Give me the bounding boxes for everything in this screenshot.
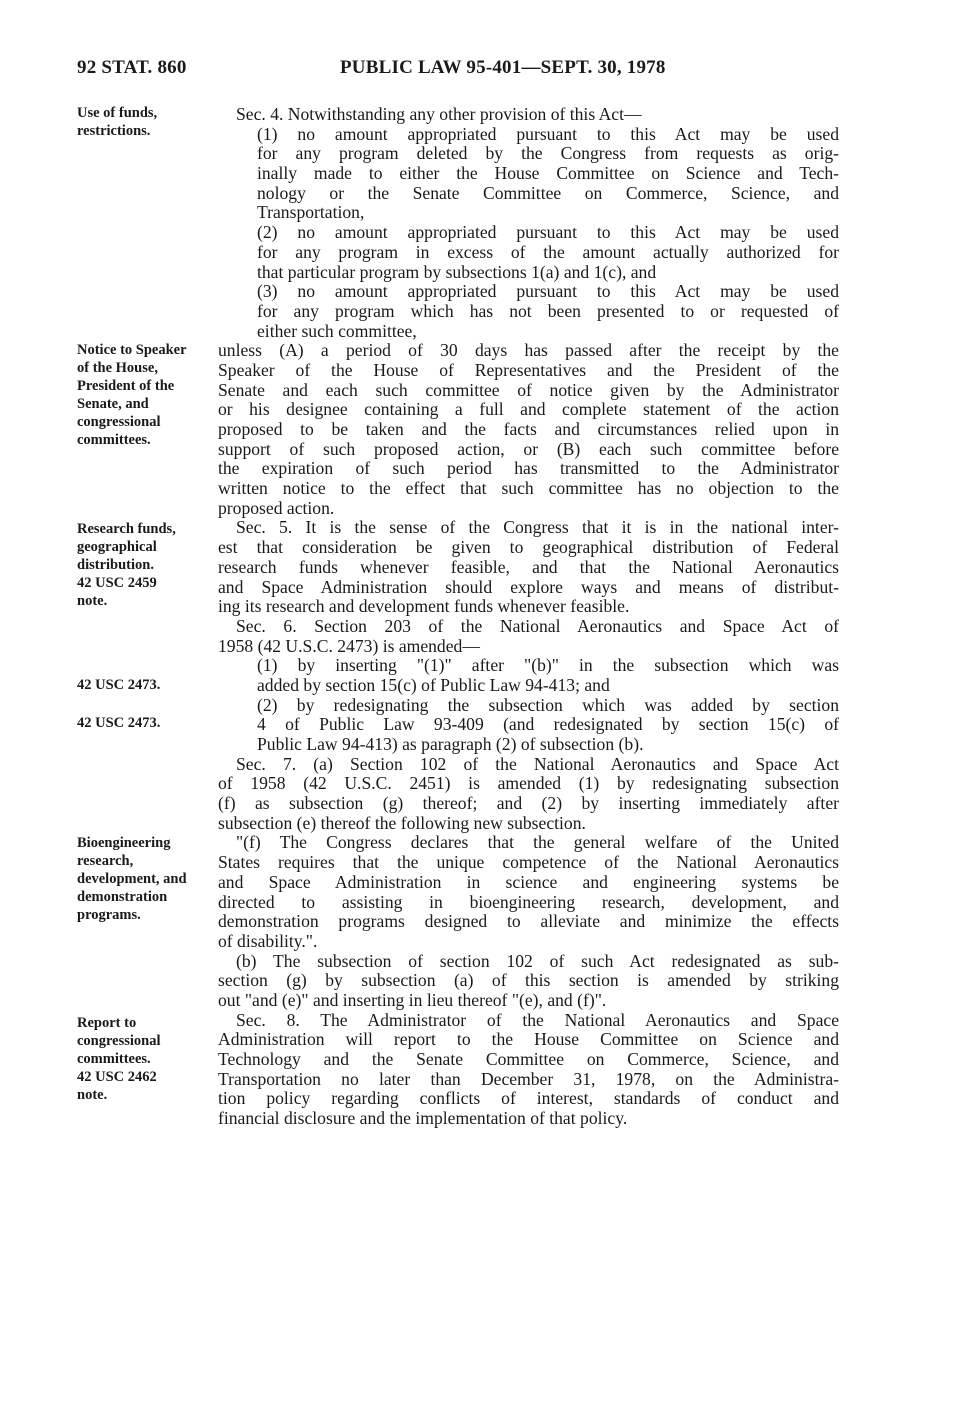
note-line: Use of funds, <box>77 105 158 121</box>
body-line: (f) as subsection (g) thereof; and (2) by inserting immediately after <box>218 793 839 814</box>
note-line: 42 USC 2473. <box>77 677 161 693</box>
note-line: President of the <box>77 378 175 394</box>
note-line: of the House, <box>77 360 158 376</box>
body-line: nology or the Senate Committee on Commerce, Science, and <box>257 182 839 203</box>
body-line: "(f) The Congress declares that the general welfare of the United <box>236 832 839 853</box>
body-line: written notice to the effect that such committee has no objection to the <box>218 478 839 499</box>
body-line: proposed to be taken and the facts and circumstances relied upon in <box>218 419 839 439</box>
body-line: (2) by redesignating the subsection which was added by section <box>257 694 839 715</box>
note-line: restrictions. <box>77 123 151 139</box>
body-line: Transportation no later than December 31, 1978, on the Administra- <box>218 1068 839 1089</box>
body-line: Sec. 8. The Administrator of the National Aeronautics and Space <box>236 1009 839 1030</box>
note-line: Research funds, <box>77 521 176 537</box>
body-line: of 1958 (42 U.S.C. 2451) is amended (1) by redesignating subsection <box>218 773 839 794</box>
note-line: Senate, and <box>77 396 149 412</box>
body-line: subsection (e) thereof the following new subsection. <box>218 812 586 833</box>
page-running-title: PUBLIC LAW 95-401—SEPT. 30, 1978 <box>340 57 666 78</box>
body-line: Sec. 7. (a) Section 102 of the National Aeronautics and Space Act <box>236 753 839 774</box>
note-line: Report to <box>77 1015 137 1031</box>
body-line: 1958 (42 U.S.C. 2473) is amended— <box>218 635 480 656</box>
note-line: congressional <box>77 414 161 430</box>
body-line: that particular program by subsections 1(a) and 1(c), and <box>257 261 657 282</box>
body-line: financial disclosure and the implementation of that policy. <box>218 1108 628 1129</box>
margin-note-use-of-funds <box>77 104 205 140</box>
body-line: Sec. 5. It is the sense of the Congress that it is in the national inter- <box>236 517 839 538</box>
note-line: 42 USC 2462 <box>77 1069 157 1085</box>
body-line: support of such proposed action, or (B) each such committee before <box>218 438 839 459</box>
note-line: research, <box>77 853 134 869</box>
body-line: of disability.". <box>218 930 318 951</box>
note-line: programs. <box>77 907 141 923</box>
note-line: committees. <box>77 1051 151 1067</box>
body-line: Administration will report to the House Committee on Science and <box>218 1029 839 1050</box>
body-line: Transportation, <box>257 202 365 223</box>
body-line: (b) The subsection of section 102 of such Act redesignated as sub- <box>236 950 839 971</box>
body-line: for any program which has not been presented to or requested of <box>257 300 839 321</box>
body-line: and Space Administration in science and engineering systems be <box>218 871 839 892</box>
margin-note-bioengineering <box>77 834 205 924</box>
page-stat-number: 92 STAT. 860 <box>77 57 187 78</box>
note-line: congressional <box>77 1033 161 1049</box>
body-line: States requires that the unique competence of the National Aeronautics <box>218 852 839 873</box>
note-line: Notice to Speaker <box>77 342 187 358</box>
note-line: 42 USC 2473. <box>77 715 161 731</box>
body-line: Public Law 94-413) as paragraph (2) of subsection (b). <box>257 734 644 754</box>
note-line: 42 USC 2459 <box>77 575 157 591</box>
statute-body <box>218 105 839 1129</box>
body-line: inally made to either the House Committee on Science and Tech- <box>257 163 839 184</box>
note-line: note. <box>77 1087 108 1103</box>
margin-note-usc-2473-a <box>77 676 205 694</box>
body-line: the expiration of such period has transmitted to the Administrator <box>218 458 839 479</box>
margin-note-notice-to-speaker <box>77 341 205 449</box>
margin-note-report <box>77 1014 205 1104</box>
note-line: Bioengineering <box>77 835 171 851</box>
body-line: proposed action. <box>218 497 335 518</box>
body-line: for any program deleted by the Congress from requests as orig- <box>257 143 839 164</box>
note-line: development, and <box>77 871 187 887</box>
body-line: or his designee containing a full and complete statement of the action <box>218 399 839 420</box>
margin-note-usc-2473-b <box>77 714 205 732</box>
body-line: and Space Administration should explore ways and means of distribut- <box>218 576 839 597</box>
body-line: unless (A) a period of 30 days has passed after the receipt by the <box>218 340 839 361</box>
body-line: (2) no amount appropriated pursuant to this Act may be used <box>257 222 839 243</box>
note-line: committees. <box>77 432 151 448</box>
body-line: (3) no amount appropriated pursuant to this Act may be used <box>257 281 839 302</box>
body-line: (1) by inserting "(1)" after "(b)" in the subsection which was <box>257 655 839 676</box>
margin-note-research-funds <box>77 520 205 610</box>
body-line: 4 of Public Law 93-409 (and redesignated by section 15(c) of <box>257 714 839 735</box>
body-line: section (g) by subsection (a) of this section is amended by striking <box>218 970 839 991</box>
body-line: ing its research and development funds whenever feasible. <box>218 596 630 617</box>
body-line: est that consideration be given to geographical distribution of Federal <box>218 537 839 558</box>
body-line: Sec. 6. Section 203 of the National Aeronautics and Space Act of <box>236 615 839 636</box>
body-line: Speaker of the House of Representatives and the President of the <box>218 359 839 380</box>
body-line: out "and (e)" and inserting in lieu thereof "(e), and (f)". <box>218 989 607 1010</box>
body-line: Sec. 4. Notwithstanding any other provision of this Act— <box>236 104 642 124</box>
body-line: directed to assisting in bioengineering research, development, and <box>218 891 839 912</box>
note-line: note. <box>77 593 108 609</box>
body-line: Technology and the Senate Committee on Commerce, Science, and <box>218 1049 839 1069</box>
body-line: Senate and each such committee of notice given by the Administrator <box>218 379 839 400</box>
body-line: demonstration programs designed to alleviate and minimize the effects <box>218 911 839 932</box>
body-line: for any program in excess of the amount actually authorized for <box>257 241 839 262</box>
body-line: tion policy regarding conflicts of interest, standards of conduct and <box>218 1088 839 1109</box>
note-line: distribution. <box>77 557 154 573</box>
body-line: either such committee, <box>257 320 417 341</box>
note-line: geographical <box>77 539 157 555</box>
body-line: (1) no amount appropriated pursuant to this Act may be used <box>257 123 839 144</box>
note-line: demonstration <box>77 889 168 905</box>
body-line: added by section 15(c) of Public Law 94-413; and <box>257 674 610 695</box>
body-line: research funds whenever feasible, and that the National Aeronautics <box>218 556 839 577</box>
